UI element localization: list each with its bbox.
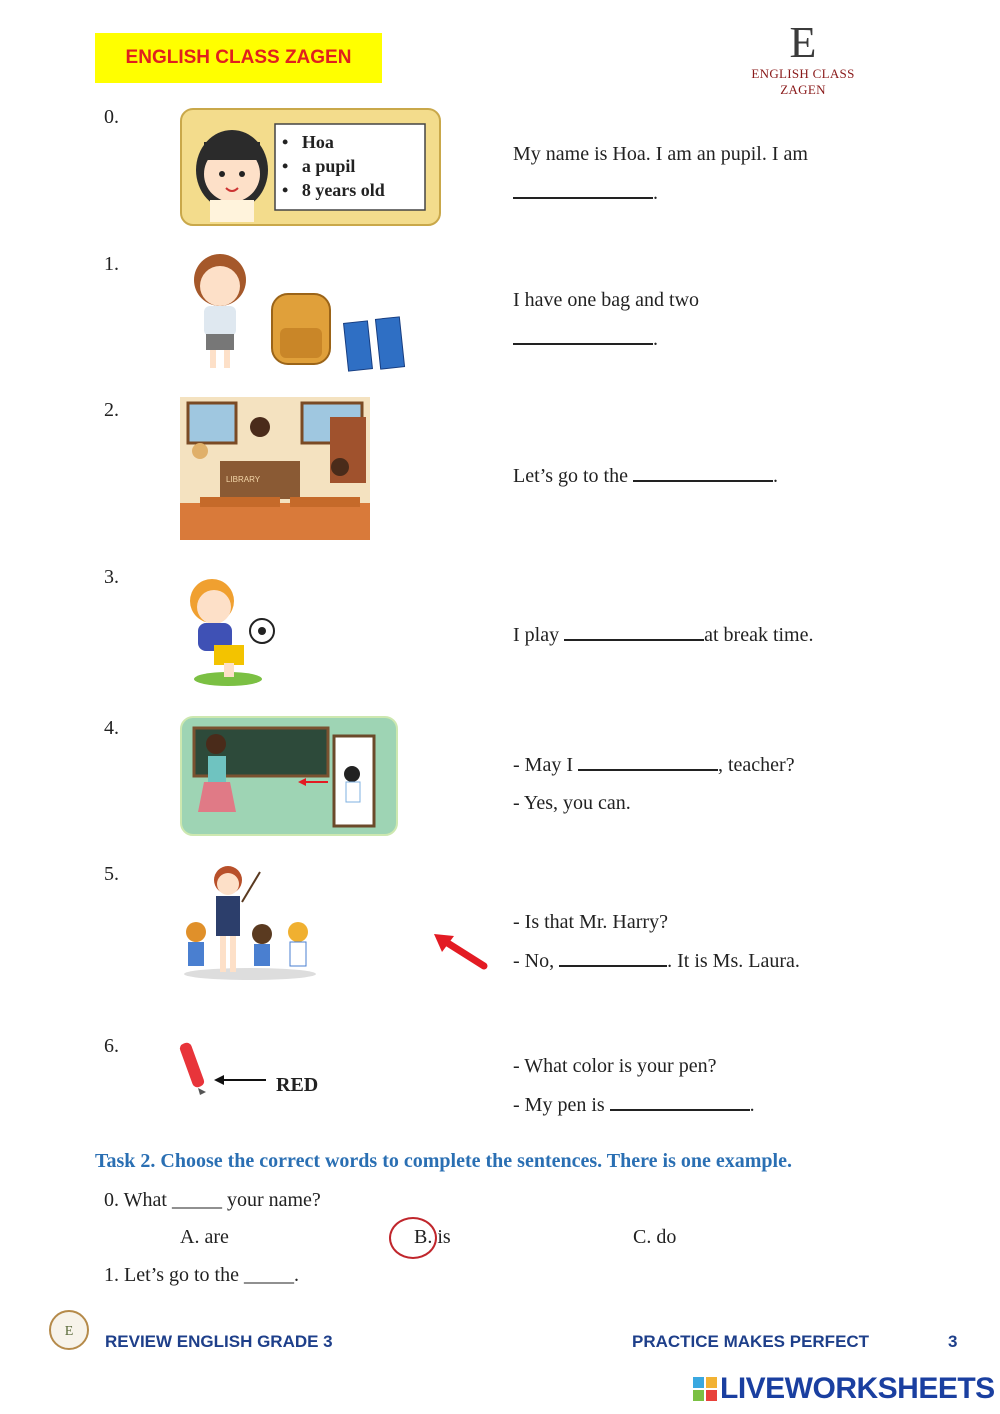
- item-number: 4.: [104, 717, 119, 739]
- sentence-4: - May I , teacher? - Yes, you can.: [513, 751, 795, 816]
- brand-logo: [728, 18, 878, 97]
- option-a[interactable]: A. are: [180, 1226, 229, 1248]
- classroom-door-illustration: [180, 716, 398, 836]
- item-number: 2.: [104, 399, 119, 421]
- library-icon: [180, 397, 370, 540]
- item-number: 3.: [104, 566, 119, 588]
- task2-question-1: 1. Let’s go to the _____.: [104, 1264, 299, 1286]
- task2-heading: Task 2. Choose the correct words to complete the sentences. There is one example.: [95, 1150, 792, 1172]
- answer-blank[interactable]: [513, 325, 653, 345]
- answer-blank[interactable]: [513, 179, 653, 199]
- girl-bag-books-illustration: [180, 250, 420, 375]
- item-number: 1.: [104, 253, 119, 275]
- library-illustration: [180, 397, 370, 540]
- answer-blank[interactable]: [633, 462, 773, 482]
- answer-blank[interactable]: [610, 1091, 750, 1111]
- classroom-icon: [180, 716, 398, 836]
- sentence-2: Let’s go to the .: [513, 462, 778, 489]
- option-b[interactable]: B. is: [414, 1226, 451, 1248]
- school-seal-icon: [48, 1309, 90, 1351]
- sentence-1: I have one bag and two .: [513, 289, 700, 350]
- brand-name: LIVEWORKSHEETS: [720, 1372, 995, 1405]
- sentence-5: - Is that Mr. Harry? - No, . It is Ms. Laura.: [513, 911, 800, 972]
- item-number: 6.: [104, 1035, 119, 1057]
- answer-blank[interactable]: [578, 751, 718, 771]
- footer-left: REVIEW ENGLISH GRADE 3: [105, 1332, 333, 1351]
- logo-text: ENGLISH CLASS ZAGEN: [751, 66, 855, 97]
- sentence-3: I play at break time.: [513, 621, 814, 648]
- library-sign: LIBRARY: [226, 475, 261, 484]
- hoa-info-list: [282, 130, 385, 202]
- teacher-icon: [180, 862, 320, 980]
- liveworksheets-logo-icon: [692, 1376, 718, 1402]
- item-number: 0.: [104, 106, 119, 128]
- teacher-students-illustration: [180, 862, 320, 980]
- footer-right: PRACTICE MAKES PERFECT: [632, 1332, 870, 1351]
- left-arrow-icon: [212, 1072, 268, 1088]
- selected-answer-circle: [389, 1217, 437, 1259]
- item-number: 5.: [104, 863, 119, 885]
- sentence-0: My name is Hoa. I am an pupil. I am .: [513, 143, 808, 204]
- info-item: • Hoa: [282, 132, 334, 152]
- sentence-6: - What color is your pen? - My pen is .: [513, 1055, 755, 1116]
- answer-blank[interactable]: [564, 621, 704, 641]
- option-c[interactable]: C. do: [633, 1226, 677, 1248]
- pen-color-label: RED: [276, 1074, 319, 1096]
- logo-letter: E: [789, 18, 817, 67]
- bag-books-icon: [180, 250, 420, 375]
- red-arrow-icon: [430, 930, 490, 974]
- boy-football-illustration: [180, 575, 280, 687]
- svg-text:E: E: [64, 1324, 74, 1339]
- answer-blank[interactable]: [559, 947, 667, 967]
- football-icon: [180, 575, 280, 687]
- task2-question-0: 0. What _____ your name?: [104, 1189, 321, 1211]
- page-number: 3: [948, 1332, 958, 1351]
- info-item: • a pupil: [282, 156, 356, 176]
- info-item: • 8 years old: [282, 180, 385, 200]
- red-pen-icon: [176, 1038, 212, 1096]
- header-banner: ENGLISH CLASS ZAGEN: [95, 33, 382, 83]
